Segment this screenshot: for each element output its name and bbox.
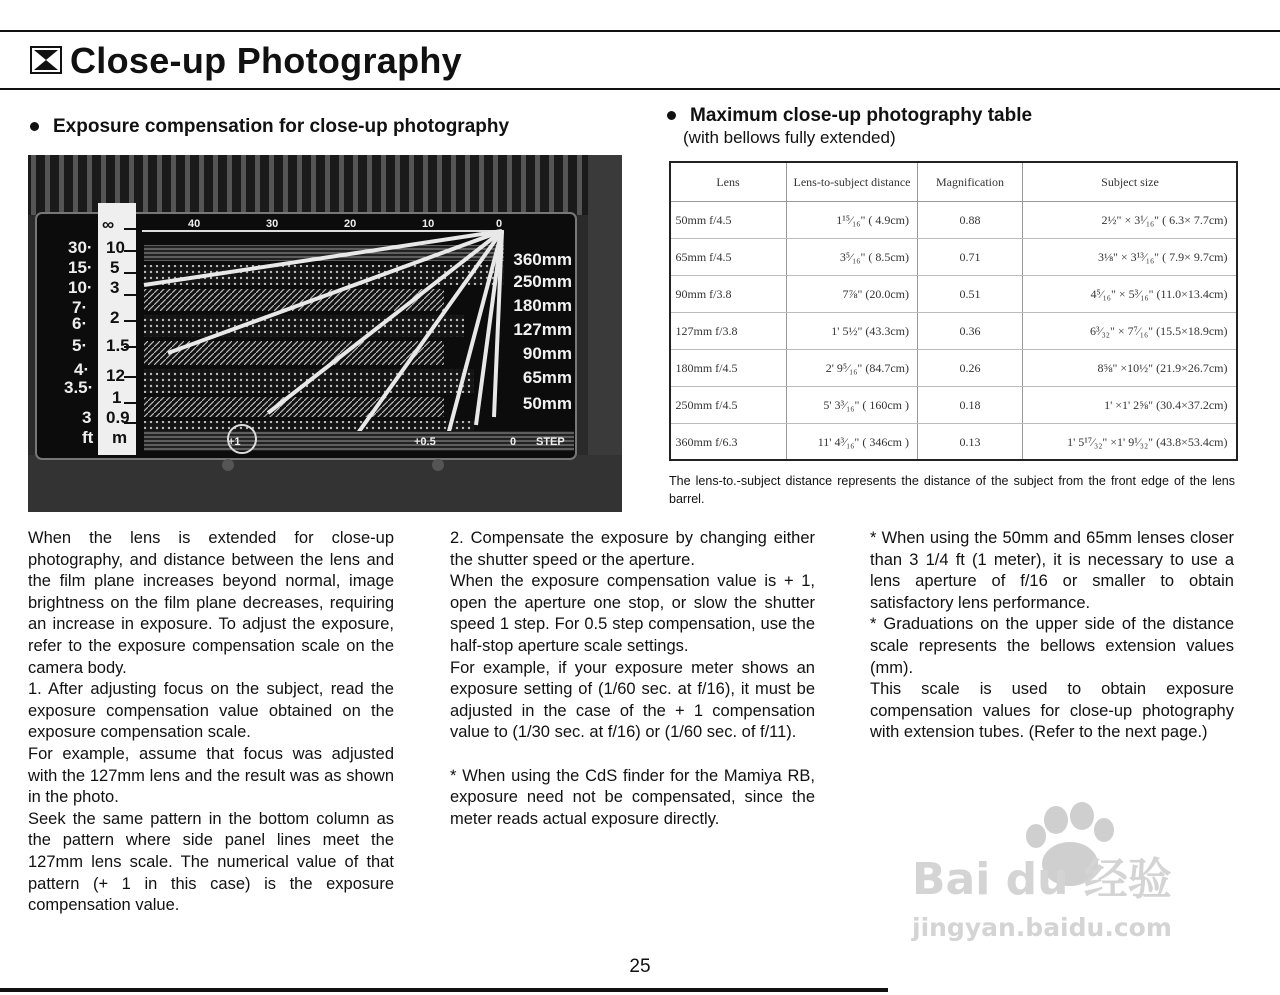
text-column-2 [450,528,815,830]
paragraph: * Graduations on the upper side of the distance scale represents the bellows extension values (mm). [870,615,1234,677]
paragraph: This scale is used to obtain exposure compensation values for close-up photography with extension tubes. (Refer to the next page.) [870,680,1234,742]
text-column-1 [28,528,394,917]
svg-text:30·: 30· [68,238,93,257]
svg-text:40: 40 [188,218,201,230]
col-header-size: Subject size [1023,162,1238,202]
paragraph: Seek the same pattern in the bottom column as the pattern where side panel lines meet the 127mm lens scale. The numerical value of that pattern (+ 1 in this case) is the exposure compensation value. [28,809,394,915]
svg-text:30: 30 [266,218,279,230]
table-row: 50mm f/4.5 1¹⁵⁄₁₆" ( 4.9cm) 0.88 2½" × 3¹⁄₁₆" ( 6.3× 7.7cm) [670,202,1238,239]
bullet-icon [30,122,39,131]
svg-text:10·: 10· [68,278,93,297]
svg-text:+0.5: +0.5 [414,436,436,448]
svg-text:m: m [112,428,128,447]
svg-text:2: 2 [110,308,120,327]
table-row: 90mm f/3.8 7⅞" (20.0cm) 0.51 4⁵⁄₁₆" × 5³⁄₁₆" (11.0×13.4cm) [670,276,1238,313]
svg-text:1.5: 1.5 [106,336,130,355]
baidu-watermark [908,790,1208,950]
svg-text:65mm: 65mm [522,368,572,387]
svg-text:ft: ft [82,428,94,447]
header-rule [0,88,1280,90]
svg-text:180mm: 180mm [513,296,572,315]
table-subheading: (with bellows fully extended) [683,128,896,147]
closeup-table [669,161,1238,461]
camera-scale-photo [28,155,622,512]
section-icon [30,46,62,74]
page-title: Close-up Photography [70,40,462,81]
svg-text:4·: 4· [74,360,90,379]
paragraph: When the lens is extended for close-up photography, and distance between the lens and the film plane increases beyond normal, image brightness on the film plane decreases, requiring an increase in exposure. To adjust the exposure, refer to the exposure compensation scale on the camera body. [28,529,394,677]
paragraph: When the exposure compensation value is + 1, open the aperture one stop, or slow the shutter speed 1 step. For 0.5 step compensation, use the half-stop aperture scale settings. [450,572,815,655]
paragraph: 1. After adjusting focus on the subject, read the exposure compensation value obtained on the exposure compensation scale. [28,680,394,742]
table-row: 360mm f/6.3 11' 4³⁄₁₆" ( 346cm ) 0.13 1' 5¹⁷⁄₃₂" ×1' 9¹⁄₃₂" (43.8×53.4cm) [670,424,1238,461]
svg-text:5·: 5· [72,336,88,355]
table-row: 180mm f/4.5 2' 9⁵⁄₁₆" (84.7cm) 0.26 8⅝" ×10½" (21.9×26.7cm) [670,350,1238,387]
svg-text:15·: 15· [68,258,93,277]
col-header-distance: Lens-to-subject distance [787,162,918,202]
svg-text:0: 0 [510,436,517,448]
table-row: 127mm f/3.8 1' 5½" (43.3cm) 0.36 6³⁄₃₂" × 7⁷⁄₁₆" (15.5×18.9cm) [670,313,1238,350]
svg-text:3: 3 [82,408,92,427]
svg-text:10: 10 [422,218,435,230]
svg-text:12: 12 [106,366,125,385]
svg-text:0: 0 [496,218,503,230]
paragraph: 2. Compensate the exposure by changing either the shutter speed or the aperture. [450,529,815,569]
table-heading: Maximum close-up photography table [667,105,1032,127]
svg-text:5: 5 [110,258,120,277]
bottom-rule [0,988,888,992]
svg-text:+1: +1 [228,436,241,448]
paragraph: For example, assume that focus was adjusted with the 127mm lens and the result was as shown in the photo. [28,744,394,807]
col-header-lens: Lens [670,162,787,202]
table-row: 65mm f/4.5 3⁵⁄₁₆" ( 8.5cm) 0.71 3⅛" × 3¹³⁄₁₆" ( 7.9× 9.7cm) [670,239,1238,276]
svg-text:20: 20 [344,218,357,230]
svg-text:7·: 7· [72,298,88,317]
paragraph: For example, if your exposure meter shows an exposure setting of (1/60 sec. at f/16), it must be adjusted in the case of the + 1 compensation value to (1/30 sec. at f/16) or (1/60 sec. of f/11). [450,658,815,742]
text-column-3 [870,528,1234,744]
svg-text:250mm: 250mm [513,272,572,291]
paragraph: * When using the 50mm and 65mm lenses closer than 3 1/4 ft (1 meter), it is necessary to use a lens aperture of f/16 or smaller to obtain satisfactory lens performance. [870,529,1234,612]
svg-text:1: 1 [112,388,122,407]
top-rule [0,30,1280,32]
col-header-magnification: Magnification [918,162,1023,202]
svg-text:Bai du 经验: Bai du 经验 [912,854,1172,905]
paragraph: * When using the CdS finder for the Mamiya RB, exposure need not be compensated, since the meter reads actual exposure directly. [450,766,815,828]
svg-text:90mm: 90mm [522,344,572,363]
svg-text:STEP: STEP [536,436,565,448]
svg-text:360mm: 360mm [513,250,572,269]
svg-text:6·: 6· [72,314,88,333]
svg-text:50mm: 50mm [522,394,572,413]
svg-text:3: 3 [110,278,120,297]
svg-text:0.9: 0.9 [106,408,130,427]
page-number: 25 [629,956,651,977]
svg-text:3.5·: 3.5· [64,378,94,397]
exposure-heading: Exposure compensation for close-up photography [30,116,509,138]
svg-text:10: 10 [106,238,125,257]
table-note: The lens-to.-subject distance represents the distance of the subject from the front edge of the lens barrel. [669,474,1235,506]
bullet-icon [667,111,676,120]
table-row: 250mm f/4.5 5' 3³⁄₁₆" ( 160cm ) 0.18 1' ×1' 2⅝" (30.4×37.2cm) [670,387,1238,424]
svg-text:127mm: 127mm [513,320,572,339]
svg-text:∞: ∞ [102,215,115,234]
svg-text:jingyan.baidu.com: jingyan.baidu.com [912,913,1172,942]
